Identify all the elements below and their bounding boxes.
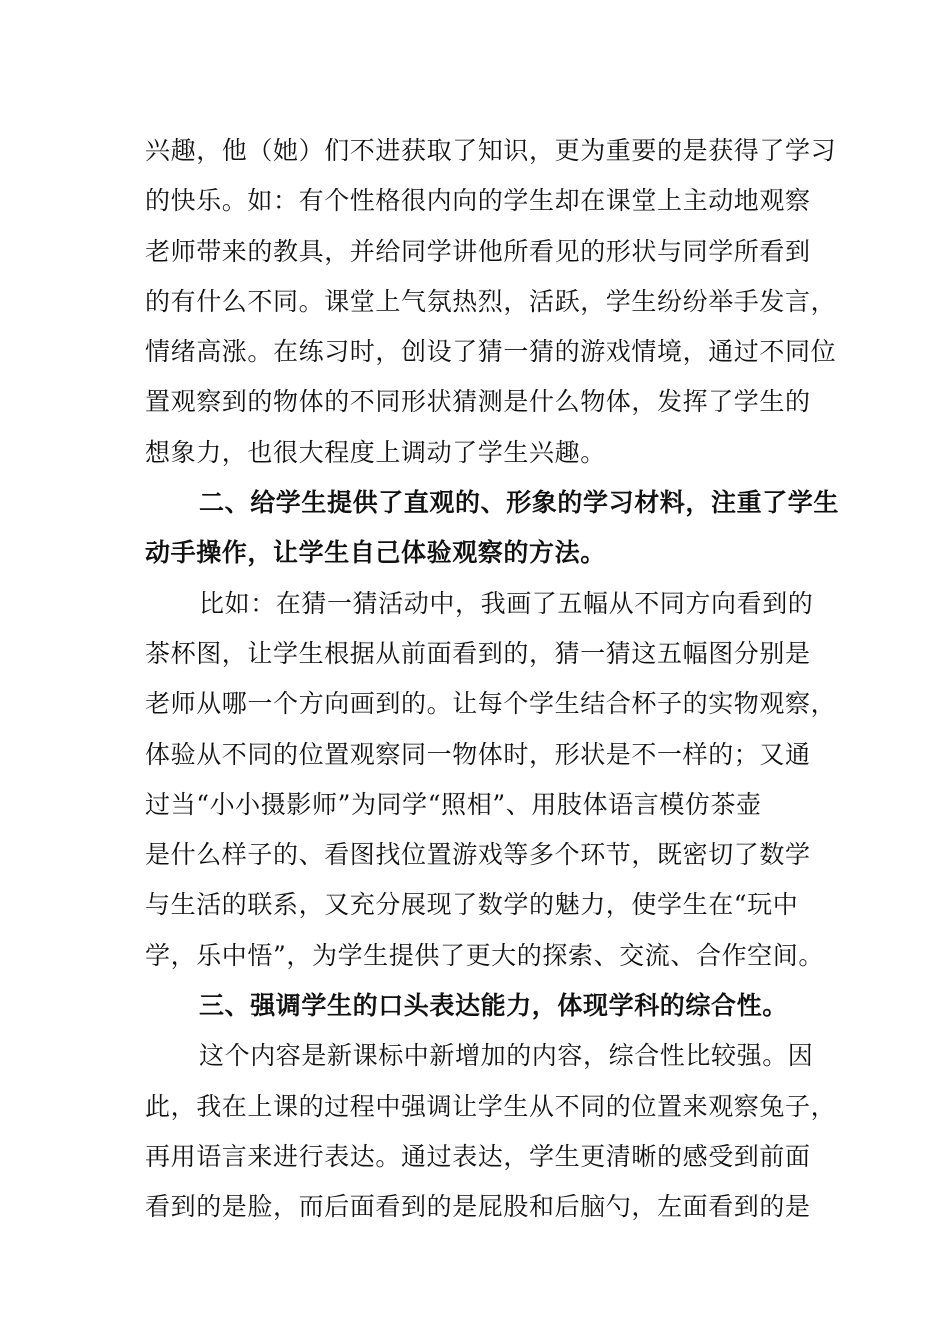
text-line: 想象力，也很大程度上调动了学生兴趣。 bbox=[145, 437, 606, 467]
text-line: 的快乐。如：有个性格很内向的学生却在课堂上主动地观察 bbox=[145, 186, 811, 216]
text-line: 老师从哪一个方向画到的。让每个学生结合杯子的实物观察， bbox=[145, 689, 837, 719]
text-line: 老师带来的教具，并给同学讲他所看见的形状与同学所看到 bbox=[145, 236, 811, 266]
text-line: 体验从不同的位置观察同一物体时，形状是不一样的；又通 bbox=[145, 739, 811, 769]
document-body bbox=[145, 126, 840, 1233]
section-heading-2-cont: 动手操作，让学生自己体验观察的方法。 bbox=[145, 538, 606, 568]
text-line: 学，乐中悟”，为学生提供了更大的探索、交流、合作空间。 bbox=[145, 940, 824, 970]
section-heading-2: 二、给学生提供了直观的、形象的学习材料，注重了学生 bbox=[199, 488, 840, 518]
text-line: 比如：在猜一猜活动中，我画了五幅从不同方向看到的 bbox=[199, 588, 814, 618]
text-line: 茶杯图，让学生根据从前面看到的，猜一猜这五幅图分别是 bbox=[145, 638, 811, 668]
text-line: 情绪高涨。在练习时，创设了猜一猜的游戏情境，通过不同位 bbox=[145, 337, 837, 367]
text-line: 的有什么不同。课堂上气氛热烈，活跃，学生纷纷举手发言， bbox=[145, 286, 837, 316]
text-line: 过当“小小摄影师”为同学“照相”、用肢体语言模仿茶壶 bbox=[145, 789, 762, 819]
text-line: 再用语言来进行表达。通过表达，学生更清晰的感受到前面 bbox=[145, 1141, 811, 1171]
text-line: 是什么样子的、看图找位置游戏等多个环节，既密切了数学 bbox=[145, 840, 811, 870]
text-line: 与生活的联系，又充分展现了数学的魅力，使学生在“玩中 bbox=[145, 890, 799, 920]
text-line: 看到的是脸，而后面看到的是屁股和后脑勺，左面看到的是 bbox=[145, 1192, 811, 1222]
text-line: 这个内容是新课标中新增加的内容，综合性比较强。因 bbox=[199, 1041, 814, 1071]
section-heading-3: 三、强调学生的口头表达能力，体现学科的综合性。 bbox=[199, 991, 788, 1021]
text-line: 此，我在上课的过程中强调让学生从不同的位置来观察兔子， bbox=[145, 1091, 837, 1121]
text-line: 置观察到的物体的不同形状猜测是什么物体，发挥了学生的 bbox=[145, 387, 811, 417]
text-line: 兴趣，他（她）们不进获取了知识，更为重要的是获得了学习 bbox=[145, 136, 837, 165]
